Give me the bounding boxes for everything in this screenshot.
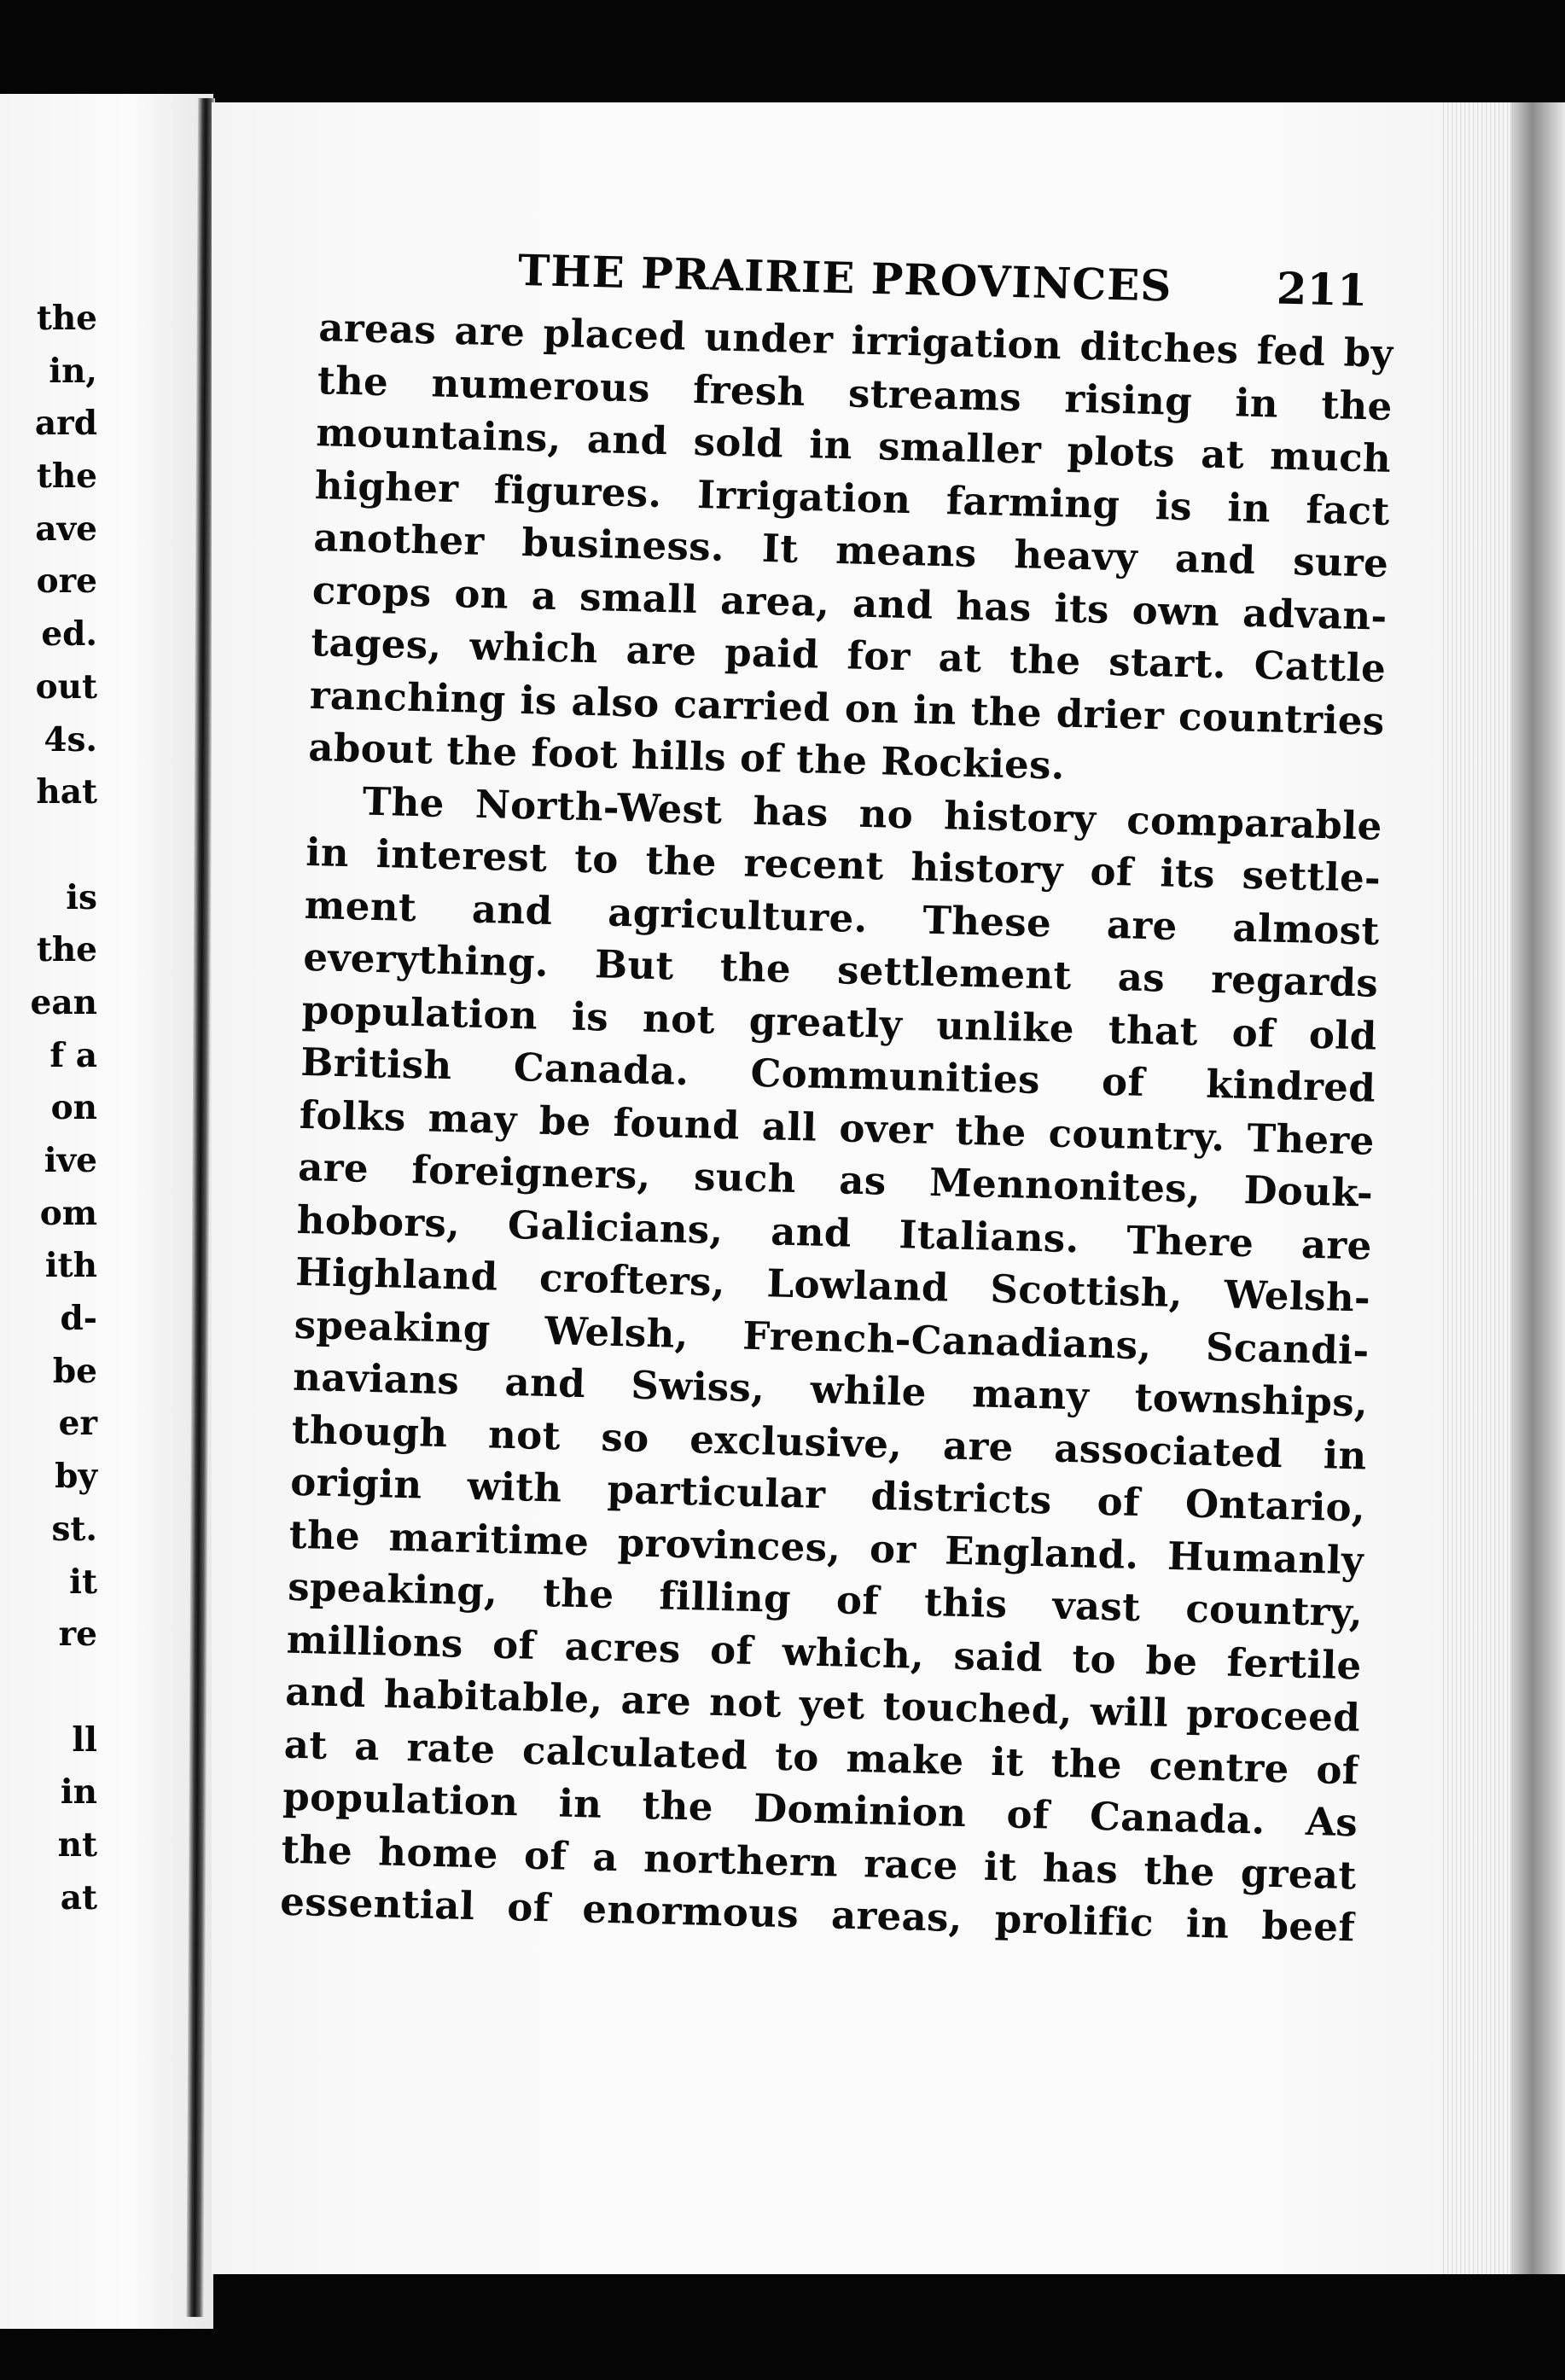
body-line: speaking Welsh, French-Canadians, Scandi- — [294, 1301, 1370, 1374]
left-page-fragment: ed. — [41, 614, 97, 655]
left-page-fragment: on — [50, 1088, 97, 1128]
body-line: everything. But the settlement as regards — [302, 934, 1379, 1006]
body-line: millions of acres of which, said to be fertile — [286, 1616, 1363, 1688]
left-page-fragment: the — [36, 299, 97, 338]
scan-top-border — [0, 0, 1565, 107]
page-number: 211 — [1276, 263, 1369, 317]
left-page-fragment: at — [60, 1877, 97, 1917]
left-page-fragment — [0, 1661, 97, 1714]
left-page-fragment: ith — [44, 1246, 97, 1286]
body-line: origin with particular districts of Ontario, — [289, 1458, 1366, 1531]
body-line: Highland crofters, Lowland Scottish, Welsh- — [294, 1248, 1371, 1321]
body-line: folks may be found all over the country. There — [299, 1091, 1376, 1164]
body-line: ranching is also carried on in the drier countries — [309, 672, 1386, 744]
left-page-fragment: ean — [30, 982, 97, 1022]
body-line: hobors, Galicians, and Italians. There are — [296, 1196, 1373, 1269]
page-text-block — [279, 239, 1406, 1951]
left-page-fragment: st. — [51, 1509, 97, 1549]
body-line: higher figures. Irrigation farming is in fact — [314, 462, 1391, 534]
body-line: areas are placed under irrigation ditches fed by — [317, 305, 1394, 376]
left-page-fragment: 4s. — [44, 719, 97, 759]
left-page-fragment: the — [36, 457, 97, 497]
body-line: in interest to the recent history of its settle- — [305, 829, 1382, 901]
left-page-fragment: in — [60, 1772, 97, 1813]
body-line: ment and agriculture. These are almost — [304, 882, 1381, 954]
left-page-fragment: ive — [44, 1141, 97, 1180]
left-page-fragment: ore — [36, 562, 97, 602]
body-line: The North-West has no history comparable — [362, 778, 1383, 849]
body-line: British Canada. Communities of kindred — [300, 1039, 1376, 1111]
left-page-fragment: nt — [57, 1824, 97, 1865]
left-page-fragment — [0, 819, 97, 872]
left-page-fragment: by — [55, 1457, 97, 1497]
left-page-fragment: out — [35, 666, 97, 707]
left-page-fragment: the — [36, 930, 97, 970]
body-line: tages, which are paid for at the start. Cattle — [310, 620, 1387, 691]
left-page-fragment: be — [52, 1351, 97, 1391]
left-page-fragment: d- — [60, 1299, 97, 1339]
body-line: and habitable, are not yet touched, will proceed — [284, 1668, 1361, 1741]
left-page-fragment: is — [66, 877, 97, 917]
body-line: population is not greatly unlike that of old — [301, 986, 1378, 1059]
left-page-fragment: ll — [72, 1720, 97, 1760]
left-page-fragment: f a — [49, 1035, 97, 1075]
body-line: the maritime provinces, or England. Humanly — [288, 1511, 1365, 1583]
scan-bottom-border — [0, 2329, 1565, 2380]
body-line: at a rate calculated to make it the centre of — [283, 1721, 1360, 1793]
left-page-fragment: in, — [49, 351, 97, 391]
left-page-fragment: om — [39, 1193, 97, 1233]
left-page-fragment: hat — [36, 772, 97, 812]
body-text — [280, 301, 1394, 1954]
left-page-fragment: ard — [34, 404, 97, 444]
left-page-fragment: it — [69, 1562, 97, 1602]
body-line: population in the Dominion of Canada. As — [282, 1773, 1358, 1846]
right-book-page — [212, 102, 1516, 2274]
body-line: crops on a small area, and has its own advan- — [311, 567, 1388, 639]
left-page-text-fragments — [0, 293, 97, 1924]
body-line: mountains, and sold in smaller plots at much — [315, 410, 1392, 481]
body-line: another business. It means heavy and sure — [312, 515, 1389, 586]
body-line: are foreigners, such as Mennonites, Douk- — [297, 1143, 1374, 1216]
body-line: though not so exclusive, are associated in — [291, 1406, 1368, 1479]
body-line: about the foot hills of the Rockies. — [307, 724, 1066, 788]
left-page-edge — [0, 94, 213, 2337]
body-line: the home of a northern race it has the great — [281, 1826, 1358, 1898]
body-line: navians and Swiss, while many townships, — [292, 1353, 1369, 1426]
left-page-fragment: re — [58, 1615, 97, 1655]
running-head-title: THE PRAIRIE PROVINCES — [517, 244, 1173, 311]
body-line: essential of enormous areas, prolific in beef — [279, 1878, 1356, 1951]
right-page-edge-shadow — [1510, 102, 1565, 2274]
body-line: speaking, the filling of this vast country, — [287, 1563, 1364, 1636]
left-page-fragment: ave — [35, 509, 97, 549]
body-line: the numerous fresh streams rising in the — [317, 357, 1393, 429]
left-page-fragment: er — [58, 1404, 97, 1444]
